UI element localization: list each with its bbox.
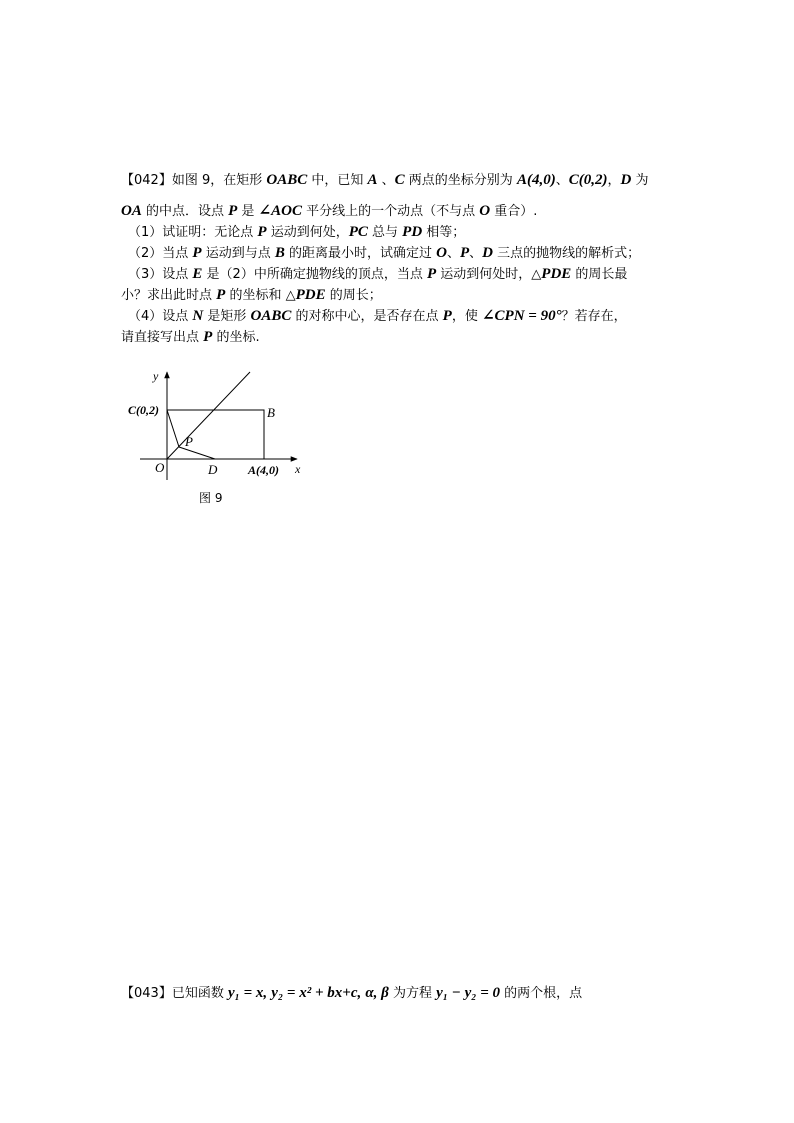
label-y: y <box>153 369 159 383</box>
label-o: O <box>155 460 165 475</box>
angle-bisector-line <box>167 372 250 459</box>
label-x: x <box>295 462 301 476</box>
problem-number: 【043】 <box>121 986 172 1001</box>
figure-caption: 图 9 <box>199 491 223 505</box>
question-1: （1）试证明：无论点 P 运动到何处，PC 总与 PD 相等； <box>128 224 466 240</box>
figure-9 <box>128 366 315 490</box>
label-p: P <box>185 434 193 449</box>
question-3-continued: 小？求出此时点 P 的坐标和 △PDE 的周长； <box>121 287 382 303</box>
label-a: A(4,0) <box>248 463 279 477</box>
question-2: （2）当点 P 运动到与点 B 的距离最小时，试确定过 O、P、D 三点的抛物线的解析式； <box>128 245 641 261</box>
question-3: （3）设点 E 是（2）中所确定抛物线的顶点，当点 P 运动到何处时，△PDE 的周长最 <box>128 266 628 282</box>
segment-pc <box>167 410 179 447</box>
coordinate-diagram <box>128 366 315 486</box>
question-4: （4）设点 N 是矩形 OABC 的对称中心，是否存在点 P，使 ∠CPN = 90°？若存在， <box>128 308 627 324</box>
problem-number: 【042】 <box>121 173 172 188</box>
question-4-continued: 请直接写出点 P 的坐标. <box>121 329 260 345</box>
problem-42-line-1: 【042】如图 9，在矩形 OABC 中，已知 A 、C 两点的坐标分别为 A(4,0)、C(0,2)，D 为 <box>121 172 649 188</box>
label-c: C(0,2) <box>128 403 159 417</box>
label-d: D <box>208 462 218 477</box>
problem-43-line-1: 【043】已知函数 y₁ = x, y₂ = x² + bx+c, α, β 为方程 y₁ − y₂ = 0 的两个根，点 <box>121 985 583 1001</box>
problem-42-line-2: OA 的中点．设点 P 是 ∠AOC 平分线上的一个动点（不与点 O 重合）. <box>121 203 538 219</box>
label-b: B <box>267 405 275 420</box>
rectangle-oabc <box>167 410 264 459</box>
